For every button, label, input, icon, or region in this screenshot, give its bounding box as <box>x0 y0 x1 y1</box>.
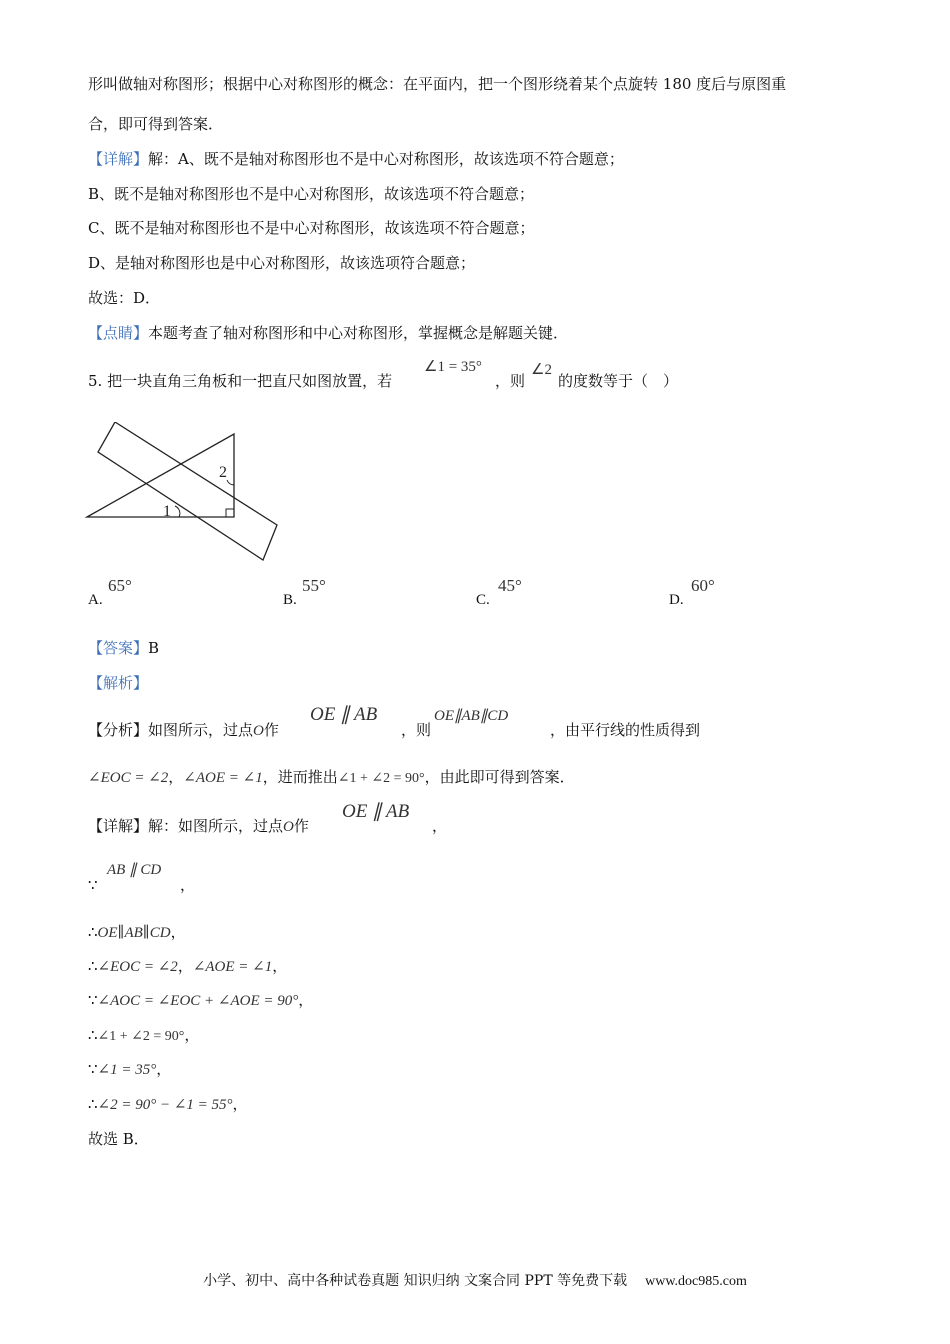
analysis-tag-label: 【分析】 <box>88 721 149 739</box>
detail5-zuo: 作 <box>293 817 309 835</box>
comment4-text: 本题考查了轴对称图形和中心对称图形，掌握概念是解题关键． <box>148 324 569 342</box>
detail5-comma-6: ， <box>184 1026 200 1044</box>
geometry-figure <box>85 422 285 564</box>
therefore-symbol: ∴ <box>88 957 98 975</box>
choice-c-letter: C. <box>476 592 490 608</box>
angle-1-label: 1 <box>163 503 171 520</box>
analysis-text-d: ，由平行线的性质得到 <box>550 721 701 739</box>
detail4-a-text: 解：A、既不是轴对称图形也不是中心对称图形，故该选项不符合题意； <box>148 150 624 168</box>
detail5-step-7 <box>88 1093 248 1116</box>
detail5-step-6 <box>88 1058 171 1081</box>
therefore-symbol: ∴ <box>88 923 98 941</box>
question5-prefix: 5. 把一块直角三角板和一把直尺如图放置，若 <box>88 372 393 390</box>
detail5-step-2 <box>88 921 186 944</box>
detail5-lead: 解：如图所示，过点 <box>148 817 284 835</box>
detail4-c: C、既不是轴对称图形也不是中心对称图形，故该选项不符合题意； <box>88 219 535 237</box>
analysis-line-2 <box>88 766 575 790</box>
analysis-oe-ab: OE ∥ AB <box>310 704 378 725</box>
detail-tag: 【详解】 <box>88 150 149 168</box>
detail5-because-1: ∵ <box>88 876 98 894</box>
detail5-comma-2: ， <box>170 923 186 941</box>
detail5-comma-4: ， <box>272 957 288 975</box>
angle-1-arc <box>175 506 180 517</box>
right-angle-mark <box>226 509 234 517</box>
detail5-oe-ab: OE ∥ AB <box>342 801 410 822</box>
page-footer <box>0 1270 950 1290</box>
detail5-comma-8: ， <box>232 1095 248 1113</box>
detail4-d: D、是轴对称图形也是中心对称图形，故该选项符合题意； <box>88 254 476 272</box>
detail5-s4: ∠AOC = ∠EOC + ∠AOE = 90° <box>97 993 299 1009</box>
comment-tag: 【点睛】 <box>88 324 149 342</box>
detail5-comma-3: ， <box>177 957 193 975</box>
ruler-shape <box>98 422 277 560</box>
choice-d-letter: D. <box>669 592 684 608</box>
intro-line-1: 形叫做轴对称图形；根据中心对称图形的概念：在平面内，把一个图形绕着某个点旋转 180 度后与原图重 <box>88 75 787 93</box>
analysis-sep: ， <box>168 768 184 786</box>
analysis-eq-2: ∠AOE = ∠1 <box>183 770 263 786</box>
analysis-tag-text: 【解析】 <box>88 674 149 692</box>
question5-angle: ∠2 <box>531 362 552 378</box>
question5-suffix: 的度数等于（ ） <box>558 372 679 390</box>
question5-condition: ∠1 = 35° <box>424 359 482 375</box>
answer-tag: 【答案】 <box>88 639 149 657</box>
detail5-s1: AB ∥ CD <box>107 862 162 878</box>
analysis-eq-3: ∠1 + ∠2 = 90° <box>337 771 425 786</box>
footer-site-link[interactable]: www.doc985.com <box>645 1274 747 1289</box>
analysis-eq-1: ∠EOC = ∠2 <box>88 770 169 786</box>
therefore-symbol: ∴ <box>88 1095 98 1113</box>
detail5-step-5 <box>88 1024 199 1048</box>
detail5-s3b: ∠AOE = ∠1 <box>192 959 273 975</box>
because-symbol: ∵ <box>88 991 98 1009</box>
analysis-tag <box>88 672 148 694</box>
analysis-text-c: ，则 <box>401 721 432 739</box>
triangle-shape <box>87 434 234 517</box>
therefore-symbol: ∴ <box>88 1026 98 1044</box>
detail5-comma: ， <box>432 817 448 835</box>
choice-b-letter: B. <box>283 592 297 608</box>
angle-2-label: 2 <box>219 464 227 481</box>
analysis-text-b: 作 <box>263 721 279 739</box>
analysis-point-o: O <box>253 723 264 739</box>
analysis-text-f: ，由此即可得到答案． <box>424 768 575 786</box>
detail5-comma-1: ， <box>180 876 196 894</box>
detail5-s3a: ∠EOC = ∠2 <box>97 959 178 975</box>
analysis-chain: OE∥AB∥CD <box>434 708 509 724</box>
choice-d-value: 60° <box>691 576 715 595</box>
detail5-tag: 【详解】 <box>88 817 149 835</box>
detail4-a <box>88 148 624 170</box>
choice-a-value: 65° <box>108 576 132 595</box>
detail5-comma-7: ， <box>156 1060 172 1078</box>
question5-mid: ，则 <box>495 372 526 390</box>
choice-c-value: 45° <box>498 576 522 595</box>
angle-2-arc <box>227 480 234 485</box>
detail5-point-o: O <box>283 819 294 835</box>
detail5-s7: ∠2 = 90° − ∠1 = 55° <box>97 1097 233 1113</box>
comment4 <box>88 322 568 344</box>
detail5-s6: ∠1 = 35° <box>97 1062 157 1078</box>
analysis-text-a: 如图所示，过点 <box>148 721 254 739</box>
detail4-b: B、既不是轴对称图形也不是中心对称图形，故该选项不符合题意； <box>88 185 535 203</box>
detail5-step-3 <box>88 955 287 978</box>
choice-a-letter: A. <box>88 592 103 608</box>
detail4-conclusion: 故选：D． <box>88 289 161 307</box>
because-symbol: ∵ <box>88 1060 98 1078</box>
intro-line-2: 合，即可得到答案． <box>88 115 224 133</box>
detail5-step-4 <box>88 989 313 1012</box>
detail5-conclusion: 故选 B． <box>88 1130 149 1148</box>
choice-b-value: 55° <box>302 576 326 595</box>
detail5-comma-5: ， <box>298 991 314 1009</box>
answer-line <box>88 637 159 659</box>
footer-text: 小学、初中、高中各种试卷真题 知识归纳 文案合同 PPT 等免费下载 <box>203 1273 628 1289</box>
answer-value: B <box>148 639 160 657</box>
detail5-line-1 <box>88 815 309 838</box>
analysis-text-e: ，进而推出 <box>262 768 338 786</box>
analysis-line-1 <box>88 719 279 742</box>
detail5-s2: OE∥AB∥CD <box>97 925 171 941</box>
detail5-s5: ∠1 + ∠2 = 90° <box>97 1029 185 1044</box>
